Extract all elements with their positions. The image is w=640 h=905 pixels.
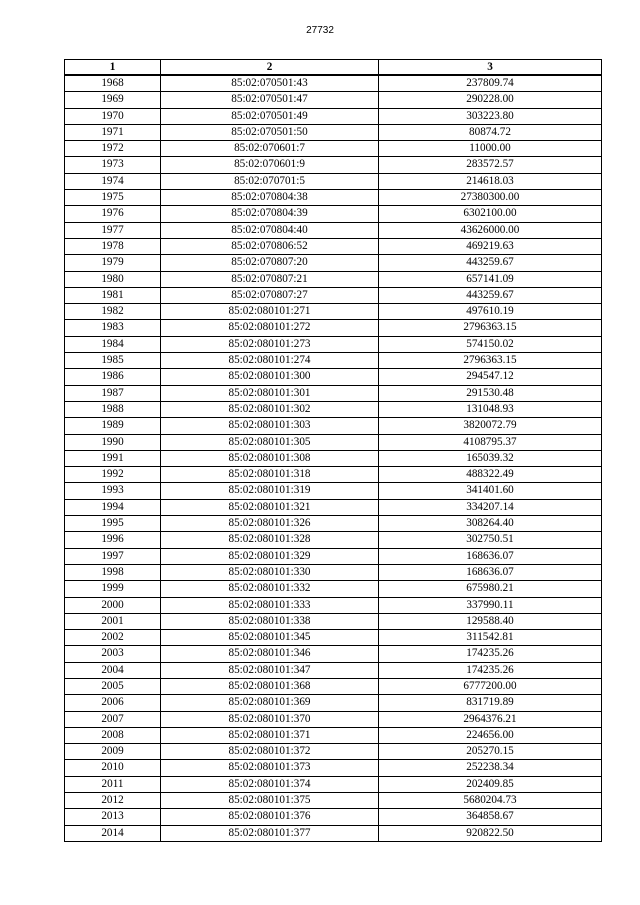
cadastral-number-cell: 85:02:080101:319 [161,483,379,499]
cadastral-value-cell: 443259.67 [379,287,602,303]
row-number-cell: 1972 [65,141,161,157]
page-number: 27732 [306,25,334,36]
cadastral-value-cell: 920822.50 [379,825,602,841]
cadastral-number-cell: 85:02:080101:308 [161,450,379,466]
table-row [65,450,602,466]
row-number-cell: 2008 [65,727,161,743]
cadastral-number-cell: 85:02:070601:7 [161,141,379,157]
cadastral-value-cell: 831719.89 [379,695,602,711]
cadastral-number-cell: 85:02:080101:373 [161,760,379,776]
row-number-cell: 1986 [65,369,161,385]
cadastral-number-cell: 85:02:070601:9 [161,157,379,173]
cadastral-number-cell: 85:02:070807:20 [161,255,379,271]
cadastral-number-cell: 85:02:080101:338 [161,613,379,629]
table-row [65,206,602,222]
table-row [65,108,602,124]
cadastral-value-cell: 291530.48 [379,385,602,401]
cadastral-number-cell: 85:02:080101:271 [161,304,379,320]
cadastral-value-cell: 2796363.15 [379,320,602,336]
cadastral-number-cell: 85:02:080101:329 [161,548,379,564]
cadastral-number-cell: 85:02:080101:328 [161,532,379,548]
row-number-cell: 1976 [65,206,161,222]
table-row [65,581,602,597]
cadastral-value-cell: 469219.63 [379,238,602,254]
cadastral-value-cell: 224656.00 [379,727,602,743]
table-row [65,75,602,92]
row-number-cell: 2007 [65,711,161,727]
cadastral-value-cell: 237809.74 [379,75,602,92]
table-row [65,613,602,629]
table-row [65,776,602,792]
cadastral-value-cell: 290228.00 [379,92,602,108]
cadastral-value-cell: 214618.03 [379,173,602,189]
row-number-cell: 2014 [65,825,161,841]
table-row [65,434,602,450]
cadastral-value-cell: 308264.40 [379,516,602,532]
table-row [65,564,602,580]
table-row [65,825,602,841]
cadastral-value-cell: 129588.40 [379,613,602,629]
cadastral-number-cell: 85:02:080101:369 [161,695,379,711]
table-row [65,271,602,287]
table-row [65,695,602,711]
table-row [65,336,602,352]
cadastral-number-cell: 85:02:070804:39 [161,206,379,222]
row-number-cell: 1992 [65,467,161,483]
row-number-cell: 1984 [65,336,161,352]
table-row [65,760,602,776]
row-number-cell: 1996 [65,532,161,548]
row-number-cell: 1980 [65,271,161,287]
cadastral-number-cell: 85:02:070501:47 [161,92,379,108]
table-row [65,190,602,206]
table-row [65,630,602,646]
table-row [65,499,602,515]
row-number-cell: 1989 [65,418,161,434]
cadastral-number-cell: 85:02:080101:370 [161,711,379,727]
row-number-cell: 1970 [65,108,161,124]
table-row [65,320,602,336]
cadastral-number-cell: 85:02:080101:330 [161,564,379,580]
table-row [65,92,602,108]
table-row [65,353,602,369]
row-number-cell: 1991 [65,450,161,466]
table-row [65,124,602,140]
row-number-cell: 2005 [65,678,161,694]
cadastral-value-cell: 6777200.00 [379,678,602,694]
cadastral-value-cell: 80874.72 [379,124,602,140]
row-number-cell: 1979 [65,255,161,271]
cadastral-number-cell: 85:02:070804:38 [161,190,379,206]
cadastral-value-cell: 165039.32 [379,450,602,466]
cadastral-number-cell: 85:02:080101:321 [161,499,379,515]
table-body [65,75,602,841]
cadastral-number-cell: 85:02:070807:21 [161,271,379,287]
cadastral-number-cell: 85:02:080101:374 [161,776,379,792]
row-number-cell: 2002 [65,630,161,646]
table-row [65,597,602,613]
row-number-cell: 1994 [65,499,161,515]
cadastral-number-cell: 85:02:070501:49 [161,108,379,124]
table-row [65,678,602,694]
cadastral-value-cell: 168636.07 [379,564,602,580]
cadastral-value-cell: 174235.26 [379,646,602,662]
cadastral-number-cell: 85:02:070807:27 [161,287,379,303]
table-row [65,548,602,564]
row-number-cell: 1973 [65,157,161,173]
cadastral-number-cell: 85:02:080101:375 [161,793,379,809]
row-number-cell: 1982 [65,304,161,320]
column-header-2: 2 [161,60,379,76]
cadastral-value-cell: 11000.00 [379,141,602,157]
table-row [65,287,602,303]
cadastral-number-cell: 85:02:080101:303 [161,418,379,434]
table-row [65,809,602,825]
row-number-cell: 2010 [65,760,161,776]
cadastral-value-cell: 302750.51 [379,532,602,548]
cadastral-value-cell: 294547.12 [379,369,602,385]
row-number-cell: 2011 [65,776,161,792]
header-row [65,60,602,76]
cadastral-number-cell: 85:02:080101:333 [161,597,379,613]
cadastral-value-cell: 337990.11 [379,597,602,613]
table-row [65,532,602,548]
cadastral-number-cell: 85:02:080101:345 [161,630,379,646]
cadastral-value-cell: 497610.19 [379,304,602,320]
row-number-cell: 1988 [65,401,161,417]
cadastral-value-cell: 303223.80 [379,108,602,124]
cadastral-value-cell: 205270.15 [379,744,602,760]
cadastral-value-cell: 2964376.21 [379,711,602,727]
cadastral-number-cell: 85:02:080101:377 [161,825,379,841]
table-row [65,401,602,417]
cadastral-value-cell: 364858.67 [379,809,602,825]
cadastral-number-cell: 85:02:080101:346 [161,646,379,662]
cadastral-value-cell: 6302100.00 [379,206,602,222]
cadastral-value-cell: 488322.49 [379,467,602,483]
cadastral-value-cell: 43626000.00 [379,222,602,238]
cadastral-number-cell: 85:02:080101:301 [161,385,379,401]
cadastral-value-cell: 2796363.15 [379,353,602,369]
cadastral-number-cell: 85:02:080101:318 [161,467,379,483]
row-number-cell: 1993 [65,483,161,499]
cadastral-value-cell: 131048.93 [379,401,602,417]
row-number-cell: 2006 [65,695,161,711]
cadastral-value-cell: 174235.26 [379,662,602,678]
cadastral-number-cell: 85:02:080101:300 [161,369,379,385]
table-row [65,157,602,173]
table-row [65,711,602,727]
row-number-cell: 1997 [65,548,161,564]
cadastral-value-cell: 4108795.37 [379,434,602,450]
cadastral-number-cell: 85:02:080101:274 [161,353,379,369]
row-number-cell: 2013 [65,809,161,825]
cadastral-value-cell: 334207.14 [379,499,602,515]
row-number-cell: 2012 [65,793,161,809]
cadastral-number-cell: 85:02:080101:326 [161,516,379,532]
cadastral-value-cell: 657141.09 [379,271,602,287]
table-row [65,369,602,385]
cadastral-value-cell: 168636.07 [379,548,602,564]
table-row [65,238,602,254]
row-number-cell: 1977 [65,222,161,238]
cadastral-number-cell: 85:02:070701:5 [161,173,379,189]
cadastral-value-cell: 574150.02 [379,336,602,352]
cadastral-number-cell: 85:02:080101:368 [161,678,379,694]
row-number-cell: 1987 [65,385,161,401]
cadastral-value-table [64,59,602,842]
cadastral-number-cell: 85:02:080101:347 [161,662,379,678]
table-row [65,516,602,532]
table-row [65,662,602,678]
cadastral-value-cell: 27380300.00 [379,190,602,206]
table-row [65,467,602,483]
cadastral-number-cell: 85:02:080101:376 [161,809,379,825]
row-number-cell: 2000 [65,597,161,613]
row-number-cell: 1969 [65,92,161,108]
row-number-cell: 2001 [65,613,161,629]
table-row [65,646,602,662]
cadastral-number-cell: 85:02:080101:273 [161,336,379,352]
cadastral-value-cell: 341401.60 [379,483,602,499]
cadastral-number-cell: 85:02:080101:332 [161,581,379,597]
row-number-cell: 1975 [65,190,161,206]
table-row [65,222,602,238]
cadastral-value-cell: 283572.57 [379,157,602,173]
row-number-cell: 1995 [65,516,161,532]
table-row [65,744,602,760]
cadastral-number-cell: 85:02:080101:305 [161,434,379,450]
row-number-cell: 2003 [65,646,161,662]
table-row [65,255,602,271]
row-number-cell: 1990 [65,434,161,450]
cadastral-number-cell: 85:02:070806:52 [161,238,379,254]
row-number-cell: 2004 [65,662,161,678]
table-row [65,727,602,743]
row-number-cell: 1985 [65,353,161,369]
cadastral-number-cell: 85:02:080101:371 [161,727,379,743]
cadastral-number-cell: 85:02:070501:43 [161,75,379,92]
cadastral-value-cell: 675980.21 [379,581,602,597]
column-header-1: 1 [65,60,161,76]
table-row [65,793,602,809]
cadastral-value-cell: 202409.85 [379,776,602,792]
table-row [65,385,602,401]
cadastral-value-cell: 311542.81 [379,630,602,646]
cadastral-number-cell: 85:02:070804:40 [161,222,379,238]
cadastral-number-cell: 85:02:080101:372 [161,744,379,760]
cadastral-number-cell: 85:02:080101:272 [161,320,379,336]
table-header [65,60,602,76]
cadastral-number-cell: 85:02:080101:302 [161,401,379,417]
table-row [65,304,602,320]
cadastral-number-cell: 85:02:070501:50 [161,124,379,140]
row-number-cell: 1971 [65,124,161,140]
row-number-cell: 1978 [65,238,161,254]
table-row [65,173,602,189]
column-header-3: 3 [379,60,602,76]
cadastral-value-cell: 5680204.73 [379,793,602,809]
row-number-cell: 1999 [65,581,161,597]
row-number-cell: 1974 [65,173,161,189]
cadastral-value-cell: 252238.34 [379,760,602,776]
row-number-cell: 1968 [65,75,161,92]
row-number-cell: 1981 [65,287,161,303]
row-number-cell: 2009 [65,744,161,760]
row-number-cell: 1998 [65,564,161,580]
table-row [65,141,602,157]
row-number-cell: 1983 [65,320,161,336]
cadastral-value-cell: 443259.67 [379,255,602,271]
table-row [65,483,602,499]
table-row [65,418,602,434]
cadastral-value-cell: 3820072.79 [379,418,602,434]
